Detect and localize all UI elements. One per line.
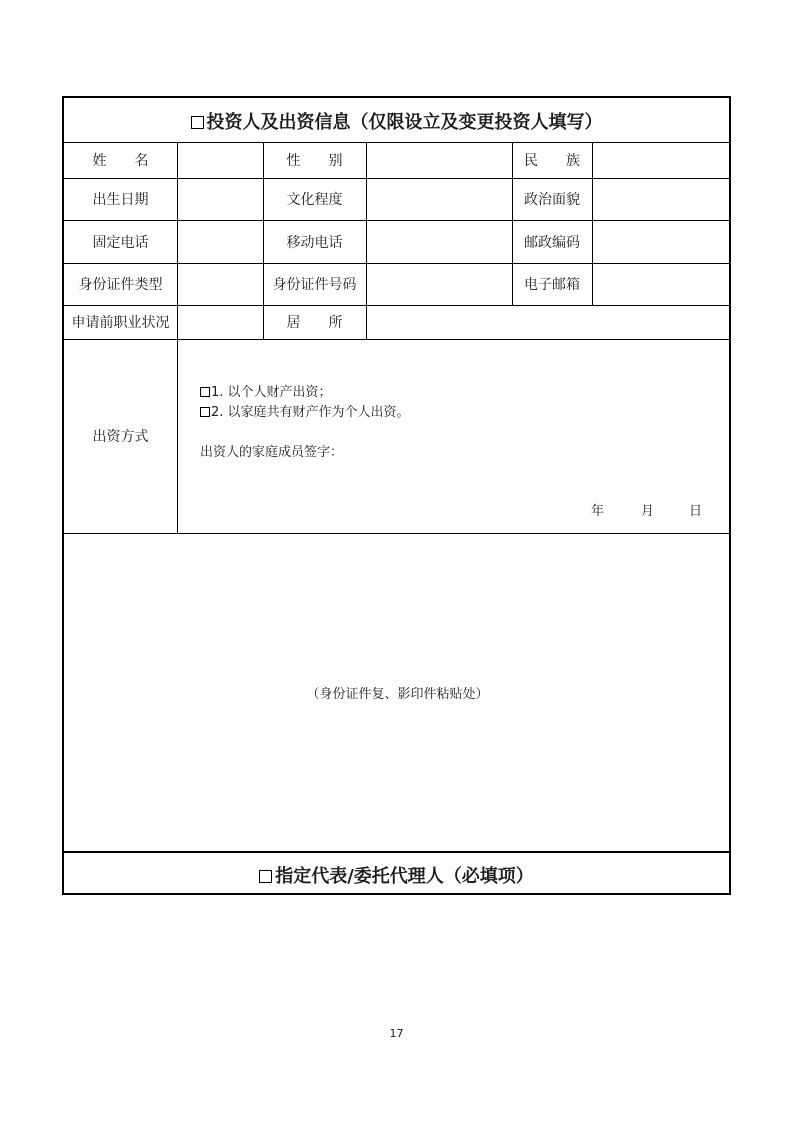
date-day-label: 日 bbox=[689, 504, 703, 519]
input-id-number[interactable] bbox=[366, 263, 512, 305]
input-education[interactable] bbox=[366, 178, 512, 220]
input-landline[interactable] bbox=[177, 220, 263, 263]
date-month-label: 月 bbox=[641, 504, 655, 519]
contribution-option-1[interactable] bbox=[200, 381, 332, 400]
section-title-representative bbox=[64, 862, 729, 888]
input-name[interactable] bbox=[177, 142, 263, 178]
page-number: 17 bbox=[389, 1027, 404, 1040]
label-mobile: 移动电话 bbox=[286, 234, 343, 251]
input-birth-date[interactable] bbox=[177, 178, 263, 220]
label-political-status: 政治面貌 bbox=[524, 192, 580, 208]
label-education: 文化程度 bbox=[286, 192, 343, 208]
input-mobile[interactable] bbox=[366, 220, 512, 263]
input-gender[interactable] bbox=[366, 142, 512, 178]
investor-form bbox=[62, 96, 731, 895]
input-residence[interactable] bbox=[366, 305, 731, 339]
option-2-label: 2. 以家庭共有财产作为个人出资。 bbox=[211, 405, 410, 420]
date-year-label: 年 bbox=[591, 504, 605, 519]
label-id-number: 身份证件号码 bbox=[272, 277, 357, 293]
checkbox-icon[interactable] bbox=[200, 407, 210, 417]
input-ethnicity[interactable] bbox=[592, 142, 731, 178]
label-name: 姓 名 bbox=[92, 153, 149, 169]
checkbox-icon[interactable] bbox=[259, 870, 272, 883]
option-1-label: 1. 以个人财产出资； bbox=[211, 385, 332, 400]
label-email: 电子邮箱 bbox=[524, 277, 580, 293]
section-2-title-text: 指定代表/委托代理人（必填项） bbox=[275, 866, 534, 887]
label-landline: 固定电话 bbox=[92, 234, 149, 251]
input-prior-occupation[interactable] bbox=[177, 305, 263, 339]
section-title-text: 投资人及出资信息（仅限设立及变更投资人填写） bbox=[206, 112, 603, 133]
checkbox-icon[interactable] bbox=[191, 116, 204, 129]
input-political-status[interactable] bbox=[592, 178, 731, 220]
input-postal-code[interactable] bbox=[592, 220, 731, 263]
label-postal-code: 邮政编码 bbox=[524, 234, 580, 251]
input-id-type[interactable] bbox=[177, 263, 263, 305]
family-signature-label: 出资人的家庭成员签字： bbox=[200, 445, 344, 460]
label-gender: 性 别 bbox=[286, 153, 343, 169]
label-prior-occupation: 申请前职业状况 bbox=[71, 315, 170, 331]
label-residence: 居 所 bbox=[286, 315, 343, 331]
input-email[interactable] bbox=[592, 263, 731, 305]
section-title-investor bbox=[64, 108, 729, 134]
contribution-option-2[interactable] bbox=[200, 401, 410, 420]
label-birth-date: 出生日期 bbox=[92, 192, 149, 208]
label-id-type: 身份证件类型 bbox=[78, 277, 163, 293]
checkbox-icon[interactable] bbox=[200, 387, 210, 397]
label-ethnicity: 民 族 bbox=[524, 153, 580, 169]
id-copy-paste-area: （身份证件复、影印件粘贴处） bbox=[306, 687, 489, 702]
label-contribution-method: 出资方式 bbox=[92, 429, 149, 445]
